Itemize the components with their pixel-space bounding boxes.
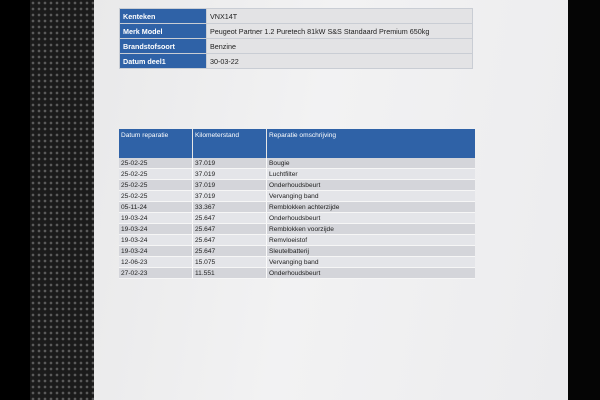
repair-date-cell: 05-11-24 [119,202,193,213]
vehicle-value: Benzine [207,39,473,54]
vehicle-value: Peugeot Partner 1.2 Puretech 81kW S&S Standaard Premium 650kg [207,24,473,39]
repair-header-row [119,129,475,158]
repair-rows [119,158,475,279]
table-row [119,158,475,169]
repair-date-cell: 19-03-24 [119,235,193,246]
vehicle-row-merk-model [120,24,473,39]
vehicle-label: Brandstofsoort [120,39,207,54]
vehicle-value: VNX14T [207,9,473,24]
table-row [119,268,475,279]
repair-date-cell: 19-03-24 [119,213,193,224]
vehicle-row-brandstofsoort [120,39,473,54]
dark-edge [568,0,600,400]
repair-date-cell: 27-02-23 [119,268,193,279]
repair-mileage-cell: 25.647 [193,246,267,257]
repair-description-cell: Onderhoudsbeurt [267,213,476,224]
repair-mileage-cell: 37.019 [193,180,267,191]
vehicle-label: Datum deel1 [120,54,207,69]
vehicle-label: Kenteken [120,9,207,24]
repair-mileage-cell: 25.647 [193,213,267,224]
repair-description-cell: Luchtfilter [267,169,476,180]
repair-mileage-cell: 37.019 [193,158,267,169]
repair-date-cell: 19-03-24 [119,224,193,235]
repair-description-cell: Sleutelbatterij [267,246,476,257]
vehicle-info-table [119,8,473,69]
table-row [119,180,475,191]
table-row [119,169,475,180]
column-header-mileage: Kilometerstand [193,129,267,158]
column-header-date: Datum reparatie [119,129,193,158]
repair-description-cell: Vervanging band [267,257,476,268]
repair-mileage-cell: 11.551 [193,268,267,279]
repair-description-cell: Onderhoudsbeurt [267,268,476,279]
repair-mileage-cell: 37.019 [193,191,267,202]
repair-description-cell: Remvloeistof [267,235,476,246]
repair-description-cell: Remblokken achterzijde [267,202,476,213]
vehicle-label: Merk Model [120,24,207,39]
table-row [119,224,475,235]
table-row [119,235,475,246]
vehicle-value: 30-03-22 [207,54,473,69]
repair-mileage-cell: 25.647 [193,235,267,246]
repair-mileage-cell: 15.075 [193,257,267,268]
column-header-description: Reparatie omschrijving [267,129,476,158]
table-row [119,257,475,268]
vehicle-row-datum-deel1 [120,54,473,69]
vehicle-row-kenteken [120,9,473,24]
table-row [119,202,475,213]
repair-date-cell: 12-06-23 [119,257,193,268]
repair-mileage-cell: 33.367 [193,202,267,213]
repair-description-cell: Bougie [267,158,476,169]
repair-history-table [119,129,475,279]
repair-date-cell: 25-02-25 [119,191,193,202]
table-row [119,213,475,224]
repair-date-cell: 25-02-25 [119,180,193,191]
repair-mileage-cell: 37.019 [193,169,267,180]
repair-description-cell: Onderhoudsbeurt [267,180,476,191]
repair-description-cell: Vervanging band [267,191,476,202]
table-row [119,246,475,257]
table-row [119,191,475,202]
repair-date-cell: 19-03-24 [119,246,193,257]
repair-description-cell: Remblokken voorzijde [267,224,476,235]
seat-fabric-background [30,0,96,400]
repair-date-cell: 25-02-25 [119,158,193,169]
repair-mileage-cell: 25.647 [193,224,267,235]
repair-date-cell: 25-02-25 [119,169,193,180]
